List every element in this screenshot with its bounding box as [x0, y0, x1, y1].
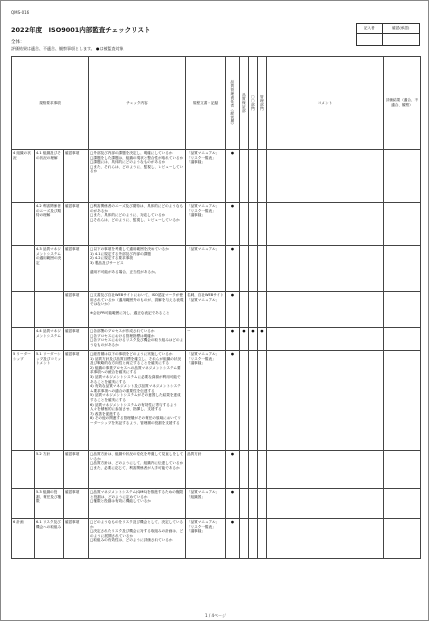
- header-dept-admin: 管理部門: [258, 57, 267, 150]
- dept-admin-mark: [258, 519, 267, 559]
- header-documents: 規程文書・記録: [186, 57, 226, 150]
- checklist-table: [11, 56, 421, 559]
- subclause-cell: 4.3 品質マネジメントシステムの適用範囲の決定: [35, 246, 64, 292]
- table-row: [12, 150, 421, 203]
- table-row: [12, 451, 421, 489]
- dept-qa-mark: ●: [240, 328, 249, 351]
- dept-management-mark: ●: [226, 489, 240, 519]
- document-cell: 「品質マニュアル」 「リスク一覧表」 「議事録」: [186, 150, 226, 203]
- category-cell: [12, 203, 35, 246]
- result-cell[interactable]: [384, 519, 421, 559]
- dept-qa-mark: [240, 292, 249, 328]
- result-cell[interactable]: [384, 246, 421, 292]
- table-row: [12, 292, 421, 328]
- dept-admin-mark: [258, 451, 267, 489]
- dept-oo-mark: [249, 351, 258, 451]
- check-content-cell: □以下の事項を考慮して適用範囲を決めているか 1) 4.1に規定する外部及び内部の課題 2) 4.2に規定する要求事項 3) 製品及びサービス 適用不可能がある場合、正当性があるか。: [89, 246, 186, 292]
- comment-cell[interactable]: [267, 489, 384, 519]
- header-dept-qa: 品質保証部: [240, 57, 249, 150]
- dept-oo-mark: [249, 246, 258, 292]
- dept-oo-mark: [249, 150, 258, 203]
- dept-qa-mark: [240, 203, 249, 246]
- dept-management-mark: ●: [226, 203, 240, 246]
- table-header-row: [12, 57, 421, 150]
- category-cell: [12, 328, 35, 351]
- dept-qa-mark: [240, 519, 249, 559]
- category-cell: [12, 451, 35, 489]
- dept-management-mark: ●: [226, 292, 240, 328]
- dept-oo-mark: [249, 203, 258, 246]
- document-cell: 「品質マニュアル」 「リスク一覧表」 「議事録」: [186, 203, 226, 246]
- comment-cell[interactable]: [267, 150, 384, 203]
- dept-admin-mark: ●: [258, 328, 267, 351]
- document-cell: 「品質マニュアル」 「組織図」: [186, 489, 226, 519]
- document-cell: 名刺、自社WEBサイト 「品質マニュアル」: [186, 292, 226, 328]
- approval-stamp-approver[interactable]: [382, 34, 419, 46]
- subclause-cell: 4.2 利害関係者のニーズ及び期待の理解: [35, 203, 64, 246]
- page-number: 1 / 4ページ: [205, 613, 226, 618]
- dept-oo-mark: ●: [249, 328, 258, 351]
- dept-oo-mark: [249, 489, 258, 519]
- item-type-cell: 確認事項: [64, 292, 89, 328]
- dept-management-mark: ●: [226, 150, 240, 203]
- item-type-cell: 確認事項: [64, 246, 89, 292]
- category-cell: [12, 292, 35, 328]
- dept-admin-mark: [258, 489, 267, 519]
- check-content-cell: □利害関係者のニーズ及び期待は、具体的にどのようなものがあるか □また、具体的にどのように、対応しているか □それらは、どのように、監視し、レビューしているか: [89, 203, 186, 246]
- item-type-cell: 確認事項: [64, 519, 89, 559]
- dept-qa-mark: [240, 451, 249, 489]
- dept-admin-mark: [258, 246, 267, 292]
- legend-text: 評価結果は適合、不適合、観察事項とします。 ●は被監査対象: [11, 46, 124, 51]
- table-row: [12, 328, 421, 351]
- header-requirement: 規格要求事項: [12, 57, 89, 150]
- header-result: 評価結果（適合、不適合、観察）: [384, 57, 421, 150]
- document-cell: 品質方針: [186, 451, 226, 489]
- check-content-cell: □文書及び自社WEBサイトにおいて、ISO認証マークが使用されているか（適用範囲外のものが、誤解を与える表現ではないか） ※会社PR可能範囲に対し、適正な表記であること: [89, 292, 186, 328]
- comment-cell[interactable]: [267, 203, 384, 246]
- category-cell: 6 計画: [12, 519, 35, 559]
- subclause-cell: 6.1 リスク及び機会への取組み: [35, 519, 64, 559]
- table-row: [12, 519, 421, 559]
- approval-box: [356, 23, 420, 46]
- comment-cell[interactable]: [267, 351, 384, 451]
- item-type-cell: 確認事項: [64, 150, 89, 203]
- subclause-cell: 4.1 組織及びその状況の理解: [35, 150, 64, 203]
- result-cell[interactable]: [384, 203, 421, 246]
- result-cell[interactable]: [384, 489, 421, 519]
- dept-admin-mark: [258, 150, 267, 203]
- document-cell: 「品質マニュアル」 「リスク一覧表」 「議事録」: [186, 519, 226, 559]
- result-cell[interactable]: [384, 292, 421, 328]
- document-code: QMS-016: [11, 10, 30, 15]
- result-cell[interactable]: [384, 451, 421, 489]
- approval-stamp-writer[interactable]: [357, 34, 383, 46]
- table-row: [12, 489, 421, 519]
- dept-admin-mark: [258, 351, 267, 451]
- comment-cell[interactable]: [267, 328, 384, 351]
- comment-cell[interactable]: [267, 451, 384, 489]
- dept-oo-mark: [249, 451, 258, 489]
- dept-management-mark: ●: [226, 451, 240, 489]
- subclause-cell: [35, 292, 64, 328]
- item-type-cell: 確認事項: [64, 203, 89, 246]
- page-title: 2022年度 ISO9001内部監査チェックリスト: [11, 26, 151, 34]
- header-dept-management: 品質管理責任者（経営層）: [226, 57, 240, 150]
- approval-label-approver: 確認(承認): [382, 24, 419, 34]
- dept-admin-mark: [258, 203, 267, 246]
- dept-management-mark: ●: [226, 351, 240, 451]
- dept-qa-mark: [240, 246, 249, 292]
- comment-cell[interactable]: [267, 292, 384, 328]
- check-content-cell: □品質マネジメントシステム(QMS)を推進するための権限と役割は、どのように定めているか □権限と役割は有効に機能しているか: [89, 489, 186, 519]
- dept-management-mark: ●: [226, 246, 240, 292]
- dept-qa-mark: [240, 150, 249, 203]
- result-cell[interactable]: [384, 150, 421, 203]
- subclause-cell: 5.2 方針: [35, 451, 64, 489]
- dept-management-mark: ●: [226, 519, 240, 559]
- dept-qa-mark: [240, 351, 249, 451]
- item-type-cell: 確認事項: [64, 489, 89, 519]
- scope-label: 全体：: [11, 40, 25, 45]
- result-cell[interactable]: [384, 328, 421, 351]
- document-cell: 「品質マニュアル」: [186, 246, 226, 292]
- item-type-cell: 確認事項: [64, 328, 89, 351]
- subclause-cell: 5.1 リーダーシップ及びコミットメント: [35, 351, 64, 451]
- category-cell: [12, 246, 35, 292]
- comment-cell[interactable]: [267, 246, 384, 292]
- dept-oo-mark: [249, 519, 258, 559]
- dept-admin-mark: [258, 292, 267, 328]
- result-cell[interactable]: [384, 351, 421, 451]
- table-row: [12, 203, 421, 246]
- subclause-cell: 5.3 組織の役割、責任及び権限: [35, 489, 64, 519]
- check-content-cell: □どのようなものをリスク及び機会として、決定しているか □決定されたリスク及び機会に対する取組みの計画は、どのように展開されているか □取組みの有効性は、どのように評価されているか: [89, 519, 186, 559]
- subclause-cell: 4.4 品質マネジメントシステム: [35, 328, 64, 351]
- item-type-cell: 確認事項: [64, 351, 89, 451]
- document-cell: ー: [186, 328, 226, 351]
- check-content-cell: □経営層は以下の事項をどのように実施しているか 1) 品質方針及び品質目標を確立し、それらが組織の状況及び戦略的な方向性と両立することを確実にする 2) 組織の事業プロセスへの品質マネジメントシステム要求事項への統合を確実にする 3) 品質マネジメントシステムに必要な資源が利用可能であることを確実にする 4) 有効な品質マネジメント及び品質マネジメントシステム要求事項への適合の重要性を伝達する 5) 品質マネジメントシステムがその意図した結果を達成することを確実にする 6) 品質マネジメントシステムの有効性に寄与するよう人々を積極的に参加させ、指揮し、支援する 7) 改善を促進する 8) その他の関連する管理層がその責任の領域においてリーダーシップを実証するよう、管理層の役割を支援する: [89, 351, 186, 451]
- dept-oo-mark: [249, 292, 258, 328]
- document-cell: 「品質マニュアル」 「リスク一覧表」 「議事録」: [186, 351, 226, 451]
- category-cell: 4 組織の状況: [12, 150, 35, 203]
- check-content-cell: □外部及び内部の課題を決定し、明確にしているか □課題をした課題は、組織の現状と整合性が取れているか □課題には、具体的にどのようなものがあるか □また、それらは、どのように、監視し、レビューしているか: [89, 150, 186, 203]
- item-type-cell: 確認事項: [64, 451, 89, 489]
- comment-cell[interactable]: [267, 519, 384, 559]
- check-content-cell: □品質方針は、組織や状況の変化を考慮して見直しをしているか □品質方針は、どのようにして、組織内に伝達しているか □また、必要に応じて、利害関係者が入手可能であるか: [89, 451, 186, 489]
- header-dept-oo: 〇〇部門: [249, 57, 258, 150]
- category-cell: 5 リーダーシップ: [12, 351, 35, 451]
- table-row: [12, 246, 421, 292]
- header-comment: コメント: [267, 57, 384, 150]
- table-row: [12, 351, 421, 451]
- check-content-cell: □各部署のプロセスが作成されているか □各プロセスにおける管理指標は明確か □各プロセスにおけるリスク及び機会の取り組みはどのようなものがあるか: [89, 328, 186, 351]
- category-cell: [12, 489, 35, 519]
- header-check-content: チェック内容: [89, 57, 186, 150]
- dept-management-mark: ●: [226, 328, 240, 351]
- dept-qa-mark: [240, 489, 249, 519]
- approval-label-writer: 記入者: [357, 24, 383, 34]
